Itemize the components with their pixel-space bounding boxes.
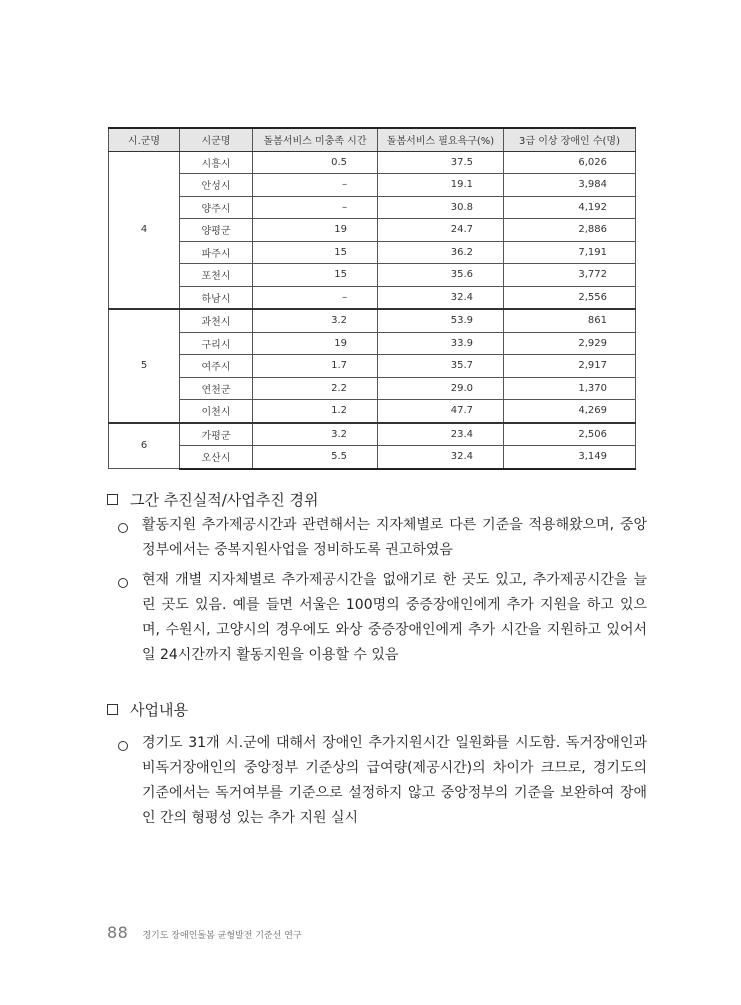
bullet-paragraph bbox=[142, 731, 647, 831]
unmet-hours-cell: 3.2 bbox=[253, 309, 378, 332]
disabled-count-cell: 7,191 bbox=[504, 241, 636, 264]
unmet-hours-cell: 19 bbox=[253, 332, 378, 355]
disabled-count-cell: 3,149 bbox=[504, 446, 636, 469]
table-row bbox=[109, 309, 636, 332]
city-cell: 과천시 bbox=[180, 309, 253, 332]
bullet-paragraph bbox=[142, 568, 647, 668]
unmet-hours-cell: 5.5 bbox=[253, 446, 378, 469]
disabled-count-cell: 1,370 bbox=[504, 377, 636, 400]
square-bullet-icon bbox=[107, 704, 118, 715]
header-unmet-hours: 돌봄서비스 미충족 시간 bbox=[253, 128, 378, 151]
section-title: 그간 추진실적/사업추진 경위 bbox=[130, 491, 319, 509]
paragraph-line: 며, 수원시, 고양시의 경우에도 와상 중증장애인에게 추가 시간을 지원하고 있어서 bbox=[142, 622, 647, 638]
unmet-hours-cell: – bbox=[253, 286, 378, 309]
disabled-count-cell: 2,556 bbox=[504, 286, 636, 309]
need-percent-cell: 30.8 bbox=[378, 196, 504, 219]
page-footer bbox=[107, 923, 302, 942]
city-cell: 가평군 bbox=[180, 423, 253, 446]
circle-bullet-icon bbox=[118, 741, 128, 751]
disabled-count-cell: 3,772 bbox=[504, 264, 636, 287]
city-cell: 파주시 bbox=[180, 241, 253, 264]
page-number: 88 bbox=[107, 923, 129, 942]
need-percent-cell: 19.1 bbox=[378, 174, 504, 197]
table-row bbox=[109, 174, 636, 197]
header-city: 시군명 bbox=[180, 128, 253, 151]
table-row bbox=[109, 264, 636, 287]
need-percent-cell: 36.2 bbox=[378, 241, 504, 264]
paragraph-line: 인 간의 형평성 있는 추가 지원 실시 bbox=[142, 810, 359, 826]
table-row bbox=[109, 219, 636, 242]
unmet-hours-cell: 1.7 bbox=[253, 355, 378, 378]
circle-bullet-icon bbox=[118, 523, 128, 533]
need-percent-cell: 53.9 bbox=[378, 309, 504, 332]
disabled-count-cell: 4,269 bbox=[504, 400, 636, 423]
data-table bbox=[108, 127, 636, 470]
section-heading-content bbox=[107, 699, 188, 720]
need-percent-cell: 32.4 bbox=[378, 446, 504, 469]
table-row bbox=[109, 355, 636, 378]
paragraph-line: 경기도 31개 시.군에 대해서 장애인 추가지원시간 일원화를 시도함. 독거장애인과 bbox=[142, 735, 647, 751]
paragraph-line: 일 24시간까지 활동지원을 이용할 수 있음 bbox=[142, 647, 399, 663]
unmet-hours-cell: 3.2 bbox=[253, 423, 378, 446]
section-title: 사업내용 bbox=[130, 701, 188, 719]
disabled-count-cell: 4,192 bbox=[504, 196, 636, 219]
need-percent-cell: 47.7 bbox=[378, 400, 504, 423]
disabled-count-cell: 6,026 bbox=[504, 151, 636, 174]
need-percent-cell: 37.5 bbox=[378, 151, 504, 174]
disabled-count-cell: 2,929 bbox=[504, 332, 636, 355]
section-heading-history bbox=[107, 489, 318, 510]
need-percent-cell: 35.6 bbox=[378, 264, 504, 287]
paragraph-line: 기준에서는 독거여부를 기준으로 설정하지 않고 중앙정부의 기준을 보완하여 장애 bbox=[142, 785, 647, 801]
table-row bbox=[109, 423, 636, 446]
paragraph-line: 비독거장애인의 중앙정부 기준상의 급여량(제공시간)의 차이가 크므로, 경기도의 bbox=[142, 760, 647, 776]
table-row bbox=[109, 241, 636, 264]
need-percent-cell: 29.0 bbox=[378, 377, 504, 400]
table-row bbox=[109, 286, 636, 309]
unmet-hours-cell: 15 bbox=[253, 264, 378, 287]
group-cell: 4 bbox=[109, 151, 180, 309]
city-cell: 양주시 bbox=[180, 196, 253, 219]
need-percent-cell: 32.4 bbox=[378, 286, 504, 309]
circle-bullet-icon bbox=[118, 578, 128, 588]
city-cell: 연천군 bbox=[180, 377, 253, 400]
city-cell: 오산시 bbox=[180, 446, 253, 469]
city-cell: 안성시 bbox=[180, 174, 253, 197]
header-region-group: 시.군명 bbox=[109, 128, 180, 151]
table-body bbox=[109, 151, 636, 469]
unmet-hours-cell: 0.5 bbox=[253, 151, 378, 174]
city-cell: 구리시 bbox=[180, 332, 253, 355]
disabled-count-cell: 861 bbox=[504, 309, 636, 332]
unmet-hours-cell: 1.2 bbox=[253, 400, 378, 423]
table-row bbox=[109, 332, 636, 355]
unmet-hours-cell: – bbox=[253, 196, 378, 219]
need-percent-cell: 33.9 bbox=[378, 332, 504, 355]
unmet-hours-cell: 2.2 bbox=[253, 377, 378, 400]
table-row bbox=[109, 196, 636, 219]
unmet-hours-cell: 15 bbox=[253, 241, 378, 264]
paragraph-line: 현재 개별 지자체별로 추가제공시간을 없애기로 한 곳도 있고, 추가제공시간을 늘 bbox=[142, 572, 647, 588]
table-row bbox=[109, 151, 636, 174]
disabled-count-cell: 3,984 bbox=[504, 174, 636, 197]
city-cell: 여주시 bbox=[180, 355, 253, 378]
disabled-count-cell: 2,917 bbox=[504, 355, 636, 378]
city-cell: 하남시 bbox=[180, 286, 253, 309]
table-row bbox=[109, 446, 636, 469]
header-disabled-count: 3급 이상 장애인 수(명) bbox=[504, 128, 636, 151]
table-header-row bbox=[109, 128, 636, 151]
disabled-count-cell: 2,506 bbox=[504, 423, 636, 446]
bullet-paragraph bbox=[142, 513, 647, 563]
group-cell: 6 bbox=[109, 423, 180, 469]
group-cell: 5 bbox=[109, 309, 180, 423]
disabled-count-cell: 2,886 bbox=[504, 219, 636, 242]
need-percent-cell: 24.7 bbox=[378, 219, 504, 242]
city-cell: 시흥시 bbox=[180, 151, 253, 174]
city-cell: 포천시 bbox=[180, 264, 253, 287]
square-bullet-icon bbox=[107, 494, 118, 505]
paragraph-line: 활동지원 추가제공시간과 관련해서는 지자체별로 다른 기준을 적용해왔으며, 중앙 bbox=[142, 517, 647, 533]
table-row bbox=[109, 400, 636, 423]
paragraph-line: 린 곳도 있음. 예를 들면 서울은 100명의 중증장애인에게 추가 지원을 하고 있으 bbox=[142, 597, 647, 613]
header-need-percent: 돌봄서비스 필요욕구(%) bbox=[378, 128, 504, 151]
unmet-hours-cell: – bbox=[253, 174, 378, 197]
unmet-hours-cell: 19 bbox=[253, 219, 378, 242]
need-percent-cell: 35.7 bbox=[378, 355, 504, 378]
city-cell: 양평군 bbox=[180, 219, 253, 242]
running-title: 경기도 장애인돌봄 균형발전 기준선 연구 bbox=[142, 931, 302, 941]
need-percent-cell: 23.4 bbox=[378, 423, 504, 446]
paragraph-line: 정부에서는 중복지원사업을 정비하도록 권고하였음 bbox=[142, 542, 453, 558]
table-row bbox=[109, 377, 636, 400]
city-cell: 이천시 bbox=[180, 400, 253, 423]
